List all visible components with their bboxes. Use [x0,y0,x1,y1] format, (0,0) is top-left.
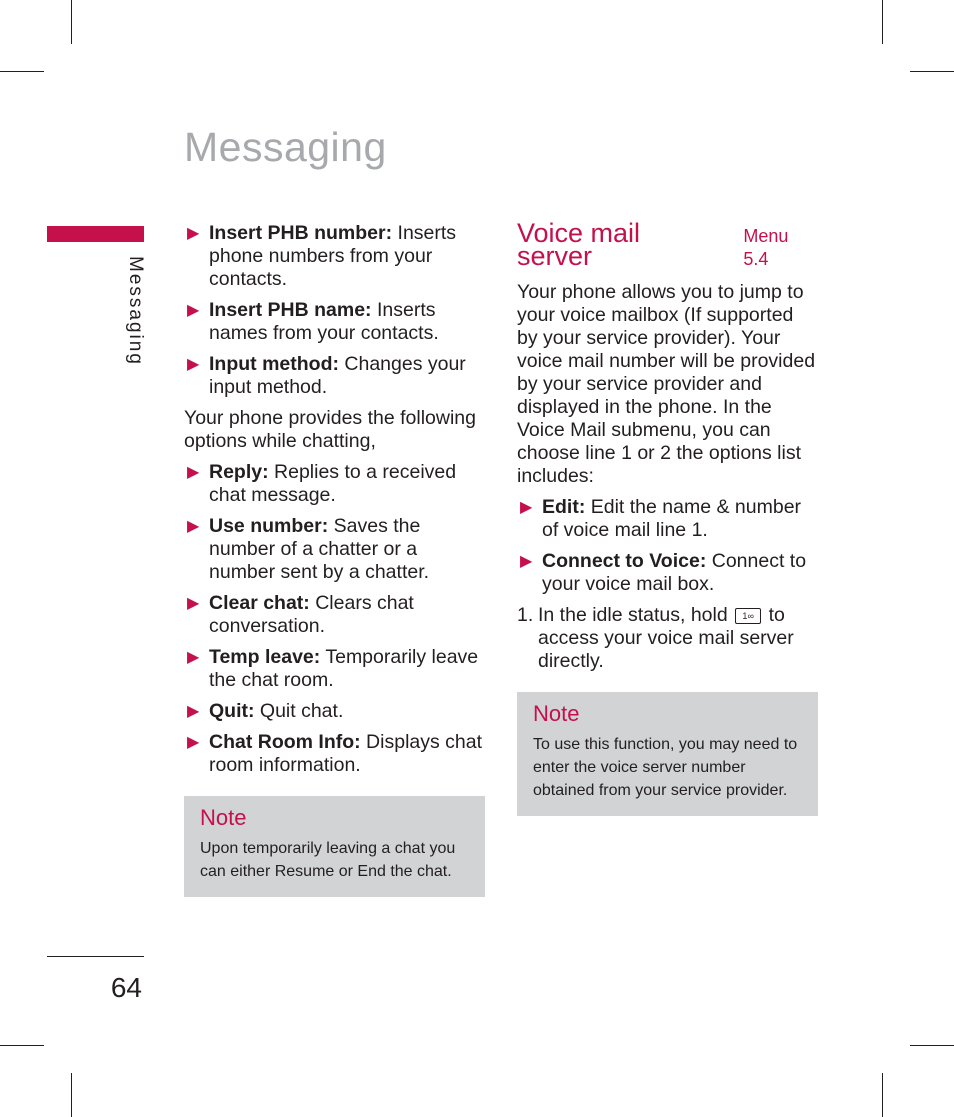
crop-mark [71,0,72,44]
bullet-desc: Temporarily leave the chat room. [209,646,479,691]
bullet-term: Chat Room Info: [209,731,361,753]
bullet-term: Connect to Voice: [542,550,707,572]
bullet-desc: Edit the name & number of voice mail line 1. [542,496,802,541]
bullet-term: Temp leave: [209,646,321,668]
bullet-arrow-icon: ▶ [520,499,533,516]
bullet-desc: Quit chat. [254,700,344,722]
list-item [184,353,485,399]
right-column [517,218,818,816]
list-item [184,461,485,507]
crop-mark [882,1073,883,1117]
list-item [184,731,485,777]
chat-options-intro: Your phone provides the following options while chatting, [184,407,476,452]
bullet-arrow-icon: ▶ [187,225,200,242]
bullet-term: Edit: [542,496,586,518]
crop-mark [0,1045,44,1046]
section-tab-bar [47,226,144,242]
bullet-term: Quit: [209,700,255,722]
step-number: 1. [517,604,534,626]
bullet-arrow-icon: ▶ [187,595,200,612]
list-item [184,515,485,584]
crop-mark [910,1045,954,1046]
step-item [517,604,818,673]
note-text: Upon temporarily leaving a chat you can either Resume or End the chat. [200,840,456,880]
bullet-desc: Saves the number of a chatter or a number sent by a chatter. [209,515,430,583]
note-box [184,796,485,897]
list-item [517,550,818,596]
key-label: 1 [742,611,748,621]
list-item [184,592,485,638]
bullet-desc: Connect to your voice mail box. [542,550,807,595]
note-text: To use this function, you may need to enter the voice server number obtained from your service provider. [533,736,798,799]
note-title: Note [533,701,580,726]
crop-mark [910,71,954,72]
step-text-before: In the idle status, hold [538,604,728,626]
crop-mark [71,1073,72,1117]
voicemail-intro: Your phone allows you to jump to your voice mailbox (If supported by your service provider). Your voice mail number will be provided by your service provider and displayed in the phone. In the Voice Mail submenu, you can choose line 1 or 2 the options list includes: [517,281,816,487]
footer-rule [47,956,144,957]
bullet-desc: Changes your input method. [209,353,466,398]
bullet-arrow-icon: ▶ [187,703,200,720]
bullet-desc: Inserts names from your contacts. [209,299,439,344]
left-column [184,222,485,897]
list-item [517,496,818,542]
page-title: Messaging [184,124,387,170]
bullet-term: Insert PHB name: [209,299,372,321]
list-item [184,700,485,723]
bullet-arrow-icon: ▶ [520,553,533,570]
bullet-term: Input method: [209,353,339,375]
bullet-arrow-icon: ▶ [187,356,200,373]
page-number: 64 [110,972,142,1003]
list-item [184,299,485,345]
bullet-desc: Clears chat conversation. [209,592,414,637]
step-text-after: to access your voice mail server directly. [538,604,794,672]
section-heading [517,218,818,271]
bullet-term: Use number: [209,515,329,537]
bullet-desc: Displays chat room information. [209,731,483,776]
note-box [517,692,818,816]
bullet-arrow-icon: ▶ [187,302,200,319]
key-1-icon: 1∞ [735,608,761,624]
list-item [184,646,485,692]
bullet-desc: Replies to a received chat message. [209,461,457,506]
bullet-term: Insert PHB number: [209,222,393,244]
bullet-term: Reply: [209,461,269,483]
bullet-arrow-icon: ▶ [187,649,200,666]
section-menu-number: Menu 5.4 [743,226,789,269]
bullet-desc: Inserts phone numbers from your contacts. [209,222,457,290]
section-title: Voice mail server [517,218,641,271]
bullet-term: Clear chat: [209,592,310,614]
list-item [184,222,485,291]
note-title: Note [200,805,247,830]
sidebar-section-label: Messaging [125,256,146,366]
bullet-arrow-icon: ▶ [187,518,200,535]
crop-mark [882,0,883,44]
bullet-arrow-icon: ▶ [187,464,200,481]
bullet-arrow-icon: ▶ [187,734,200,751]
crop-mark [0,71,44,72]
